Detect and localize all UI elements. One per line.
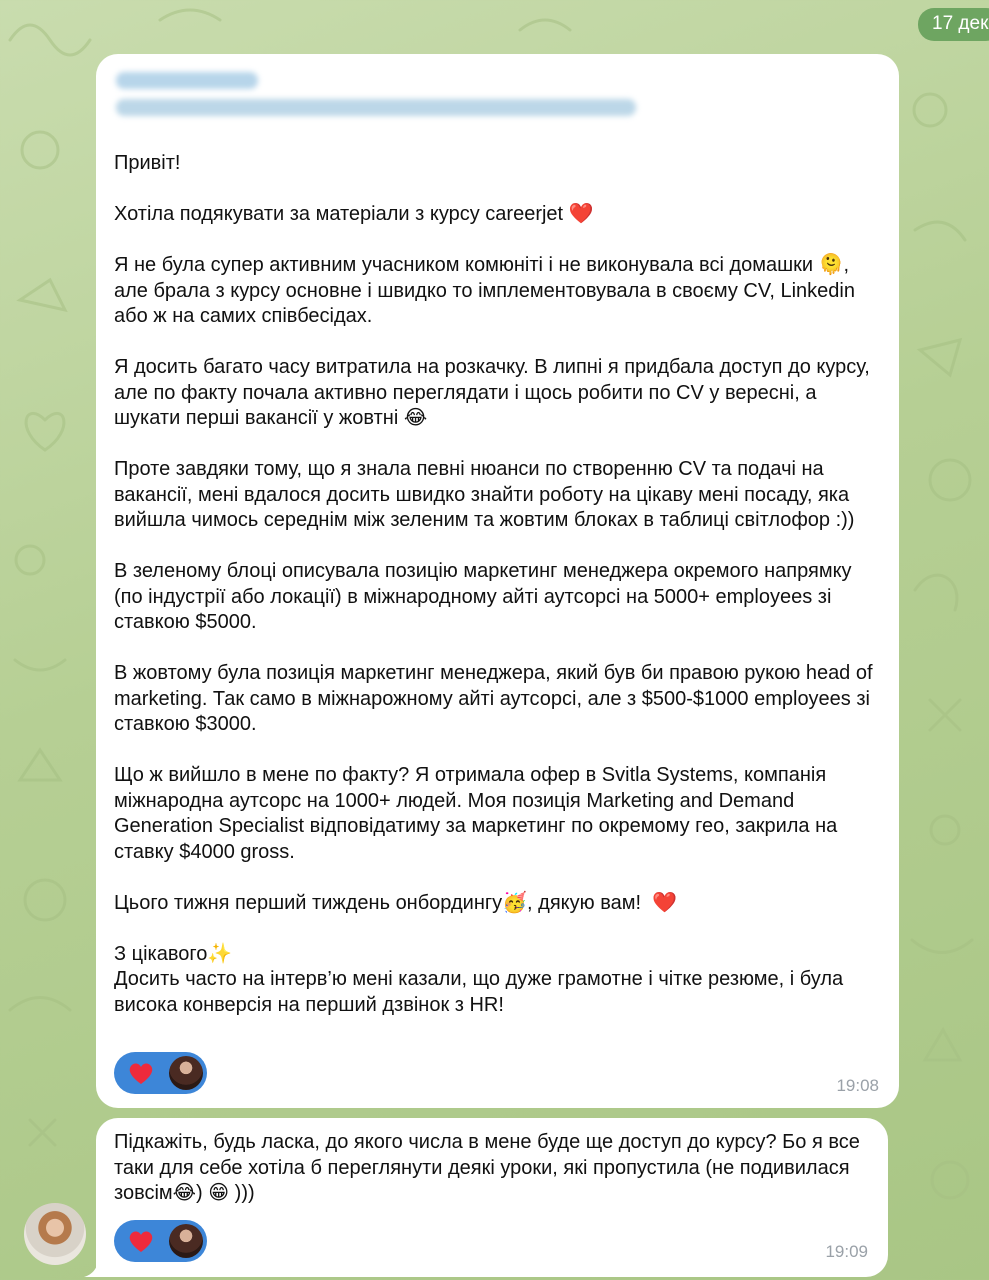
- sender-avatar[interactable]: [24, 1203, 86, 1265]
- message-text: Підкажіть, будь ласка, до якого числа в мене буде ще доступ до курсу? Бо я все таки для себе хотіла б переглянути деякі уроки, які пропустила (не подивилася зовсім😂) 😁 ))): [114, 1131, 866, 1204]
- heart-icon: [128, 1229, 154, 1253]
- reactor-avatar: [169, 1224, 203, 1258]
- message-text: Привіт! Хотіла подякувати за матеріали з курсу careerjet ❤️ Я не була супер активним учасником комюніті і не виконувала всі домашки 🫠, але брала з курсу основне і швидко то імплементовувала в своєму CV, Linkedin або ж на самих співбесідах. Я досить багато часу витратила на розкачку. В липні я придбала доступ до курсу, але по факту почала активно переглядати і щось робити по CV у вересні, а шукати перші вакансії у жовтні 😂 Проте завдяки тому, що я знала певні нюанси по створенню CV та подачі на вакансії, мені вдалося досить швидко знайти роботу на цікаву мені посаду, яка вийшла чимось середнім між зеленим та жовтим блоках в таблиці світлофор :)) В зеленому блоці описувала позицію маркетинг менеджера окремого напрямку (по індустрії або локації) в міжнародному айті аутсорсі на 5000+ employees зі ставкою $5000. В жовтому була позиція маркетинг менеджера, який був би правою рукою head of marketing. Так само в міжнарожному айті аутсорсі, але з $500-$1000 employees зі ставкою $3000. Що ж вийшло в мене по факту? Я отримала офер в Svitla Systems, компанія міжнародна аутсорс на 1000+ людей. Моя позиція Marketing and Demand Generation Specialist відповідатиму за маркетинг по окремому гео, закрила на ставку $4000 gross. Цього тижня перший тиждень онбордингу🥳, дякую вам! ❤️ З цікавого✨ Досить часто на інтерв’ю мені казали, що дуже грамотне і чітке резюме, і була висока конверсія на перший дзвінок з HR!: [114, 152, 873, 1016]
- redacted-forward-name: [116, 72, 258, 89]
- message-bubble[interactable]: [96, 54, 899, 1108]
- date-badge: 17 дек: [918, 8, 989, 41]
- message-bubble[interactable]: [96, 1118, 888, 1277]
- message-time: 19:09: [825, 1242, 868, 1261]
- reaction-chip[interactable]: [114, 1052, 207, 1094]
- reactor-avatar: [169, 1056, 203, 1090]
- bubble-tail: [82, 1248, 112, 1278]
- reaction-chip[interactable]: [114, 1220, 207, 1262]
- heart-icon: [128, 1061, 154, 1085]
- message-time: 19:08: [836, 1076, 879, 1095]
- redacted-forward-subtitle: [116, 99, 636, 116]
